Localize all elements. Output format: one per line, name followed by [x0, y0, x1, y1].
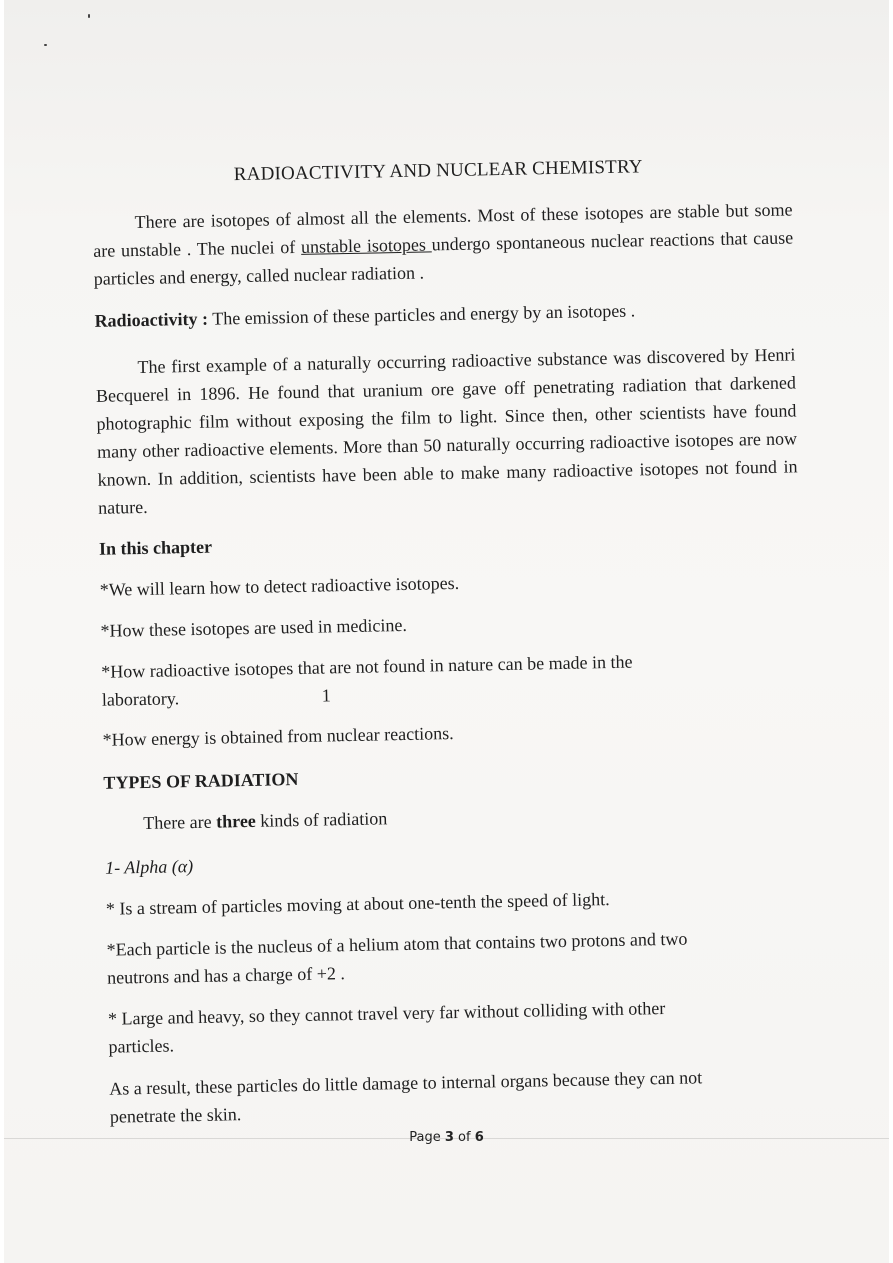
- radiation-intro: [143, 804, 388, 837]
- chapter-item: *How these isotopes are used in medicine.: [100, 614, 408, 641]
- chapter-item-continued: laboratory.: [101, 688, 180, 710]
- document-title: RADIOACTIVITY AND NUCLEAR CHEMISTRY: [233, 156, 643, 186]
- intro-text-end: undergo spontaneous nuclear reactions that cause particles and energy, called nuclear radiation .: [93, 227, 794, 289]
- alpha-conclusion: As a result, these particles do little damage to internal organs because they can not: [109, 1067, 703, 1099]
- chapter-item: *We will learn how to detect radioactive isotopes.: [99, 572, 460, 600]
- history-paragraph: The first example of a naturally occurring radioactive substance was discovered by Henri Becquerel in 1896. He found that uranium ore gave off penetrating radiation that darkened photographic film without exposing the film to light. Since then, other scientists have found many other radioactive elements. More than 50 naturally occurring radioactive isotopes are now known. In addition, scientists have been able to make many radioactive isotopes not found in nature.: [95, 344, 798, 518]
- intro-text-start: There are isotopes of almost all the elements. Most of these isotopes are stable but some are unstable . The nuclei of: [93, 199, 793, 261]
- underlined-phrase: unstable isotopes: [300, 234, 432, 257]
- alpha-point: * Large and heavy, so they cannot travel very far without colliding with other: [107, 998, 666, 1029]
- radiation-count: three: [215, 810, 257, 832]
- radiation-intro-start: There are: [143, 811, 217, 834]
- intro-paragraph: [92, 195, 793, 292]
- definition-paragraph: [94, 296, 635, 334]
- page-separator: of: [453, 1130, 475, 1145]
- chapter-item: *How energy is obtained from nuclear reactions.: [102, 723, 454, 750]
- total-pages: 6: [474, 1130, 484, 1145]
- alpha-heading: 1- Alpha (α): [104, 856, 194, 878]
- page-content: [4, 0, 889, 1263]
- chapter-heading: In this chapter: [98, 536, 213, 559]
- scanned-page: [4, 0, 889, 1263]
- radiation-intro-end: kinds of radiation: [255, 808, 388, 831]
- margin-number: 1: [321, 685, 332, 706]
- definition-text: The emission of these particles and energy by an isotopes .: [207, 300, 636, 329]
- page-prefix: Page: [409, 1130, 445, 1145]
- alpha-conclusion-continued: penetrate the skin.: [109, 1104, 242, 1127]
- alpha-point: * Is a stream of particles moving at about one-tenth the speed of light.: [105, 889, 610, 919]
- alpha-point: *Each particle is the nucleus of a helium atom that contains two protons and two: [106, 928, 688, 960]
- section-heading: TYPES OF RADIATION: [103, 769, 299, 793]
- alpha-point-continued: particles.: [108, 1035, 175, 1057]
- page-number: [4, 1130, 889, 1145]
- definition-term: Radioactivity :: [94, 308, 209, 331]
- current-page: 3: [444, 1130, 454, 1145]
- alpha-point-continued: neutrons and has a charge of +2 .: [106, 963, 346, 988]
- chapter-item: *How radioactive isotopes that are not found in nature can be made in the: [101, 651, 633, 682]
